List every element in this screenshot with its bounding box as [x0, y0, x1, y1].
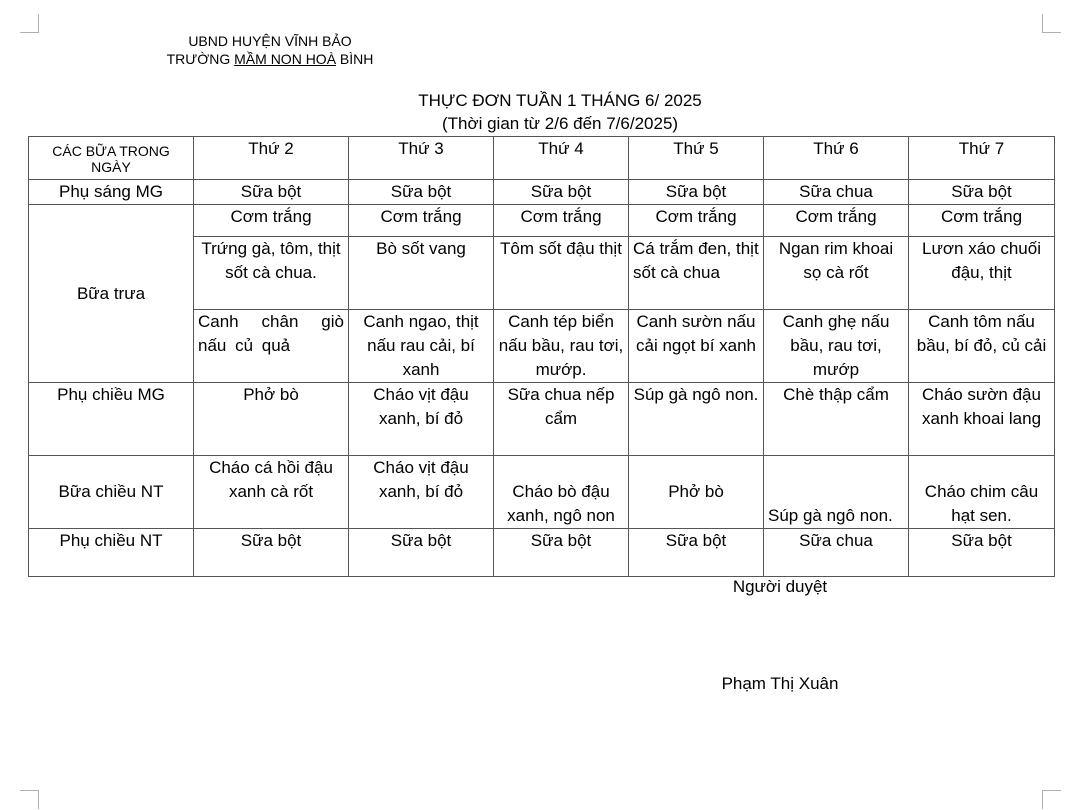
menu-cell: Súp gà ngô non.: [629, 383, 764, 456]
menu-cell: Canh ngao, thịt nấu rau cải, bí xanh: [349, 310, 494, 383]
menu-cell: Cơm trắng: [909, 205, 1055, 237]
menu-cell: Sữa bột: [629, 529, 764, 577]
menu-cell: Cơm trắng: [194, 205, 349, 237]
menu-cell: Canh chân giò nấu củ quả: [194, 310, 349, 383]
table-row-bua-trua-com: [29, 205, 1055, 237]
page-corner-mark-bottom-left: [20, 790, 39, 809]
menu-cell: Cháo cá hồi đậu xanh cà rốt: [194, 456, 349, 529]
menu-cell: Sữa chua nếp cẩm: [494, 383, 629, 456]
day-header: Thứ 5: [629, 137, 764, 180]
menu-cell: Sữa chua: [764, 180, 909, 205]
table-row-phu-chieu-nt: [29, 529, 1055, 577]
day-header: Thứ 6: [764, 137, 909, 180]
menu-cell: Cháo vịt đậu xanh, bí đỏ: [349, 383, 494, 456]
menu-cell: Cơm trắng: [764, 205, 909, 237]
menu-cell: Chè thập cẩm: [764, 383, 909, 456]
menu-cell: Cá trắm đen, thịt sốt cà chua: [629, 237, 764, 310]
menu-cell: Canh tôm nấu bầu, bí đỏ, củ cải: [909, 310, 1055, 383]
organization-header: [150, 32, 390, 68]
menu-cell: Sữa bột: [194, 180, 349, 205]
meal-label: Bữa trưa: [29, 205, 194, 383]
menu-cell: Canh sườn nấu cải ngọt bí xanh: [629, 310, 764, 383]
meal-label: Phụ sáng MG: [29, 180, 194, 205]
menu-cell: Sữa chua: [764, 529, 909, 577]
menu-cell: Cơm trắng: [349, 205, 494, 237]
menu-cell: Sữa bột: [909, 529, 1055, 577]
day-header: Thứ 2: [194, 137, 349, 180]
page-corner-mark-top-right: [1042, 14, 1061, 33]
meal-label: Bữa chiều NT: [29, 456, 194, 529]
page-corner-mark-bottom-right: [1042, 790, 1061, 809]
menu-cell: Sữa bột: [494, 180, 629, 205]
table-row-bua-chieu-nt: [29, 456, 1055, 529]
menu-cell: Sữa bột: [494, 529, 629, 577]
day-header: Thứ 4: [494, 137, 629, 180]
school-name-prefix: TRƯỜNG: [166, 51, 235, 67]
menu-cell: Ngan rim khoai sọ cà rốt: [764, 237, 909, 310]
page-corner-mark-top-left: [20, 14, 39, 33]
menu-cell: Sữa bột: [629, 180, 764, 205]
menu-cell: Súp gà ngô non.: [764, 456, 909, 529]
menu-date-range: (Thời gian từ 2/6 đến 7/6/2025): [441, 114, 679, 133]
table-row-phu-sang-mg: [29, 180, 1055, 205]
menu-cell: Canh tép biển nấu bầu, rau tơi, mướp.: [494, 310, 629, 383]
table-row-phu-chieu-mg: [29, 383, 1055, 456]
menu-cell: Phở bò: [629, 456, 764, 529]
menu-cell: Lươn xáo chuối đậu, thịt: [909, 237, 1055, 310]
menu-cell: Sữa bột: [909, 180, 1055, 205]
menu-cell: Phở bò: [194, 383, 349, 456]
menu-cell: Cơm trắng: [494, 205, 629, 237]
school-name: [150, 50, 390, 68]
school-name-underlined: MẦM NON HOÀ: [234, 51, 337, 67]
menu-cell: Tôm sốt đậu thịt: [494, 237, 629, 310]
meal-column-header: CÁC BỮA TRONG NGÀY: [29, 137, 194, 180]
menu-cell: Cháo bò đậu xanh, ngô non: [494, 456, 629, 529]
menu-cell: Cơm trắng: [629, 205, 764, 237]
school-name-suffix: BÌNH: [336, 51, 374, 67]
document-title: [240, 89, 880, 135]
approver-name: Phạm Thị Xuân: [721, 674, 839, 693]
table-header-row: [29, 137, 1055, 180]
menu-cell: Sữa bột: [349, 529, 494, 577]
meal-label: Phụ chiều MG: [29, 383, 194, 456]
menu-cell: Canh ghẹ nấu bầu, rau tơi, mướp: [764, 310, 909, 383]
menu-cell: Trứng gà, tôm, thịt sốt cà chua.: [194, 237, 349, 310]
approver-label: Người duyệt: [732, 577, 828, 596]
menu-cell: Sữa bột: [349, 180, 494, 205]
menu-cell: Cháo vịt đậu xanh, bí đỏ: [349, 456, 494, 529]
menu-cell: Bò sốt vang: [349, 237, 494, 310]
day-header: Thứ 7: [909, 137, 1055, 180]
menu-cell: Cháo sườn đậu xanh khoai lang: [909, 383, 1055, 456]
menu-cell: Cháo chim câu hạt sen.: [909, 456, 1055, 529]
district-name: UBND HUYỆN VĨNH BẢO: [188, 33, 352, 49]
meal-label: Phụ chiều NT: [29, 529, 194, 577]
menu-title: THỰC ĐƠN TUẦN 1 THÁNG 6/ 2025: [418, 91, 702, 110]
menu-cell: Sữa bột: [194, 529, 349, 577]
day-header: Thứ 3: [349, 137, 494, 180]
weekly-menu-table: [28, 136, 1055, 577]
